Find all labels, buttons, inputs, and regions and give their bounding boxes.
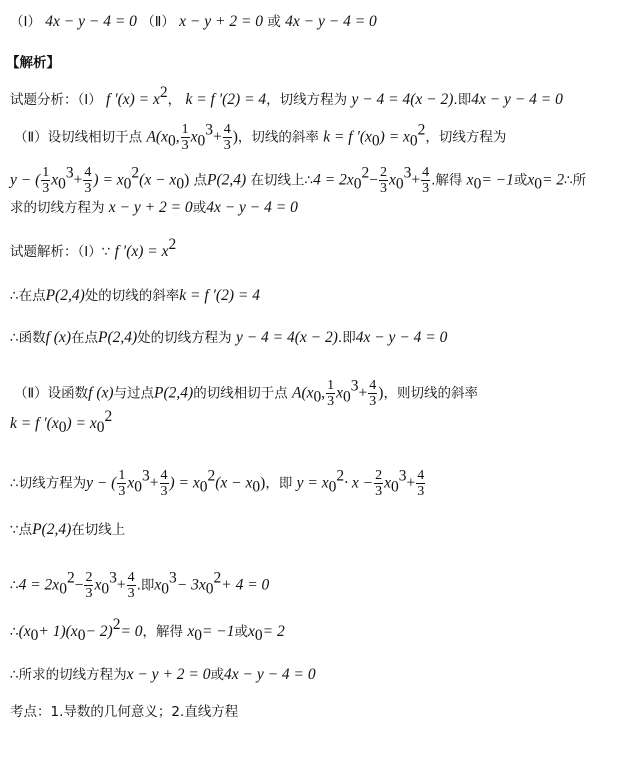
slope-def: k = f ′(x bbox=[10, 415, 59, 432]
period: . bbox=[453, 92, 458, 108]
paren: ) bbox=[232, 128, 238, 146]
var: x bbox=[248, 623, 255, 640]
numerator: 1 bbox=[42, 165, 50, 180]
analysis-label: 试题分析：（Ⅰ） bbox=[10, 92, 102, 108]
eq: y − ( bbox=[86, 474, 117, 492]
denominator: 3 bbox=[369, 394, 377, 409]
denominator: 3 bbox=[417, 484, 425, 499]
text: 解得 bbox=[435, 172, 463, 189]
or-text: 或 bbox=[267, 14, 281, 30]
subscript: 0 bbox=[473, 175, 482, 193]
var: x bbox=[187, 623, 195, 640]
op: + bbox=[406, 474, 416, 492]
eq: k = f ′(2) = 4 bbox=[179, 287, 260, 304]
point-p: P(2,4) bbox=[32, 521, 72, 538]
text: 处的切线方程为 bbox=[137, 330, 232, 346]
text: 切线方程为 bbox=[279, 92, 348, 108]
exponent: 2 bbox=[417, 121, 426, 139]
derivative-eq: f ′(x) = x bbox=[106, 91, 160, 108]
text: ∵点 bbox=[10, 522, 33, 538]
exponent: 3 bbox=[398, 467, 407, 485]
subscript: 0 bbox=[199, 478, 208, 496]
fraction bbox=[421, 165, 430, 196]
text: 在切线上 bbox=[71, 522, 126, 538]
numerator: 1 bbox=[327, 378, 335, 393]
text: （Ⅱ）设切线相切于点 bbox=[14, 129, 143, 146]
denominator: 3 bbox=[85, 586, 93, 601]
exponent: 3 bbox=[109, 569, 117, 587]
text: 解得 bbox=[156, 624, 184, 640]
subscript: 0 bbox=[409, 132, 418, 150]
point-a: A(x bbox=[292, 384, 314, 402]
var: x bbox=[51, 171, 59, 189]
text: ∴ bbox=[10, 577, 19, 594]
comma: ， bbox=[266, 92, 280, 108]
part2-label: （Ⅱ） bbox=[141, 14, 175, 30]
eq: y − 4 = 4(x − 2) bbox=[235, 329, 338, 346]
root: = −1 bbox=[481, 171, 514, 189]
exponent: 3 bbox=[169, 569, 177, 587]
point-a: A(x bbox=[146, 128, 168, 146]
period: . bbox=[431, 172, 436, 189]
subscript: 0 bbox=[328, 478, 337, 496]
solution-line-2 bbox=[10, 286, 260, 306]
fraction bbox=[223, 122, 232, 153]
subscript: 0 bbox=[176, 175, 185, 193]
text: 即 bbox=[457, 92, 472, 108]
subscript: 0 bbox=[371, 132, 380, 150]
solution-line-9 bbox=[10, 616, 285, 644]
solution-line-3 bbox=[10, 328, 447, 348]
exponent: 3 bbox=[205, 121, 213, 139]
result-eq: 4x − y − 4 = 0 bbox=[471, 91, 563, 108]
subscript: 0 bbox=[205, 580, 214, 598]
eq: + 4 = 0 bbox=[221, 576, 270, 594]
exponent: 2 bbox=[336, 467, 345, 485]
function: f (x) bbox=[45, 329, 71, 346]
op: + bbox=[411, 171, 421, 189]
var: x bbox=[388, 171, 396, 189]
paren: ) bbox=[260, 474, 266, 492]
comma: ， bbox=[265, 475, 279, 492]
eq: f ′(x) = x bbox=[114, 243, 169, 260]
denominator: 3 bbox=[181, 138, 189, 153]
text: ∴所求的切线方程为 bbox=[10, 667, 127, 683]
eq: y = x bbox=[296, 474, 329, 492]
exponent: 2 bbox=[361, 164, 370, 182]
exponent: 2 bbox=[112, 616, 121, 633]
point-p: P(2,4) bbox=[207, 171, 247, 189]
subscript: 0 bbox=[353, 175, 362, 193]
var: x bbox=[190, 128, 198, 146]
answer-line bbox=[10, 12, 377, 32]
subscript: 0 bbox=[197, 132, 206, 150]
subscript: 0 bbox=[30, 627, 39, 644]
tangent-eq: y − 4 = 4(x − 2) bbox=[351, 91, 454, 108]
text: ∴在点 bbox=[10, 288, 46, 304]
eq: (x − x bbox=[215, 474, 253, 492]
exponent: 2 bbox=[168, 236, 177, 253]
solution-line-6 bbox=[10, 468, 426, 499]
subscript: 0 bbox=[252, 478, 261, 496]
comma: ， bbox=[237, 129, 252, 146]
text: 则切线的斜率 bbox=[396, 385, 478, 402]
denominator: 3 bbox=[118, 484, 126, 499]
point-p: P(2,4) bbox=[45, 287, 85, 304]
solution-line-4: （Ⅱ）设函数f (x)与过点P(2,4)的切线相切于点 $A(x_0$, $\frac{1}{3}$ $x_0^3+$ $\frac{4}{3}$ )，则切线的斜率 bbox=[14, 377, 478, 409]
numerator: 1 bbox=[118, 468, 126, 483]
exponent: 2 bbox=[159, 84, 168, 101]
fraction bbox=[416, 468, 425, 499]
solution-line-10 bbox=[10, 665, 316, 685]
numerator: 2 bbox=[375, 468, 383, 483]
point-p: P(2,4) bbox=[154, 384, 194, 402]
comma: ， bbox=[142, 624, 157, 640]
exponent: 2 bbox=[207, 467, 216, 485]
var: x bbox=[154, 576, 162, 594]
denominator: 3 bbox=[422, 181, 430, 196]
denominator: 3 bbox=[42, 181, 50, 196]
text: 处的切线的斜率 bbox=[84, 288, 180, 304]
numerator: 1 bbox=[181, 122, 189, 137]
paren: ) bbox=[184, 171, 190, 189]
eq: (x bbox=[18, 623, 31, 640]
eq: − 2) bbox=[85, 623, 113, 640]
fraction bbox=[181, 122, 190, 153]
eq: 4 = 2x bbox=[313, 171, 354, 189]
comma: ， bbox=[167, 92, 182, 108]
subscript: 0 bbox=[123, 175, 132, 193]
fraction bbox=[83, 165, 92, 196]
or-text: 或 bbox=[210, 667, 224, 683]
var: x bbox=[466, 171, 474, 189]
fraction bbox=[374, 468, 383, 499]
eq: x − y + 2 = 0 bbox=[126, 666, 211, 683]
text: 与过点 bbox=[113, 385, 155, 402]
exponent: 2 bbox=[104, 408, 113, 425]
or-text: 或 bbox=[513, 172, 528, 189]
analysis-line-1 bbox=[10, 84, 563, 110]
op: − bbox=[369, 171, 378, 189]
subscript: 0 bbox=[101, 580, 110, 598]
fraction bbox=[326, 378, 335, 409]
op: + bbox=[149, 474, 159, 492]
solution-line-1 bbox=[10, 236, 177, 262]
eq: (x − x bbox=[139, 171, 177, 189]
eq: 4x − y − 4 = 0 bbox=[355, 329, 448, 346]
denominator: 3 bbox=[379, 181, 387, 196]
analysis-line-3 bbox=[10, 165, 586, 196]
subscript: 0 bbox=[77, 627, 86, 644]
numerator: 4 bbox=[160, 468, 168, 483]
var: x bbox=[94, 576, 102, 594]
subscript: 0 bbox=[58, 175, 66, 193]
text: ∴函数 bbox=[10, 330, 46, 346]
eq: ) = x bbox=[93, 171, 124, 189]
jiexi-heading: 【解析】 bbox=[6, 55, 60, 71]
var: x bbox=[527, 171, 535, 189]
numerator: 4 bbox=[369, 378, 377, 393]
subscript: 0 bbox=[161, 580, 170, 598]
root: = 2 bbox=[542, 171, 565, 189]
kaodian-line bbox=[10, 702, 238, 722]
exponent: 2 bbox=[213, 569, 222, 587]
numerator: 4 bbox=[84, 165, 92, 180]
eq: = 0 bbox=[120, 623, 143, 640]
root: = 2 bbox=[262, 623, 285, 640]
text: 在切线上∴ bbox=[250, 172, 314, 189]
fraction bbox=[160, 468, 169, 499]
part1-answer: 4x − y − 4 = 0 bbox=[45, 13, 137, 30]
subscript: 0 bbox=[534, 175, 542, 193]
numerator: 4 bbox=[422, 165, 430, 180]
function: f (x) bbox=[88, 384, 114, 402]
text: 点 bbox=[193, 172, 208, 189]
subscript: 0 bbox=[134, 478, 142, 496]
analysis-line-4 bbox=[10, 198, 298, 218]
exponent: 3 bbox=[350, 377, 359, 395]
subscript: 0 bbox=[96, 419, 105, 436]
comma: ， bbox=[383, 385, 397, 402]
eq: − 3x bbox=[176, 576, 206, 594]
text: 即 bbox=[342, 330, 356, 346]
exponent: 3 bbox=[65, 164, 74, 182]
solution-line-5 bbox=[10, 408, 113, 436]
fraction bbox=[41, 165, 50, 196]
exponent: 3 bbox=[403, 164, 412, 182]
solution-line-8 bbox=[10, 570, 269, 601]
eq: x − y + 2 = 0 bbox=[108, 199, 193, 216]
op: + bbox=[212, 128, 222, 146]
exponent: 2 bbox=[66, 569, 75, 587]
fraction bbox=[84, 570, 93, 601]
op: + bbox=[73, 171, 83, 189]
period: . bbox=[337, 330, 343, 346]
exponent: 2 bbox=[131, 164, 140, 182]
subscript: 0 bbox=[59, 580, 67, 598]
fraction bbox=[379, 165, 388, 196]
eq: 4x − y − 4 = 0 bbox=[206, 199, 298, 216]
or-text: 或 bbox=[234, 624, 249, 640]
eq: · x − bbox=[344, 474, 374, 492]
numerator: 4 bbox=[223, 122, 231, 137]
denominator: 3 bbox=[327, 394, 335, 409]
subscript: 0 bbox=[58, 419, 67, 436]
slope-eq: k = f ′(2) = 4 bbox=[185, 91, 267, 108]
denominator: 3 bbox=[375, 484, 383, 499]
slope-def: k = f ′(x bbox=[323, 128, 372, 146]
subscript: 0 bbox=[395, 175, 404, 193]
root: = −1 bbox=[201, 623, 235, 640]
var: x bbox=[336, 384, 344, 402]
fraction bbox=[368, 378, 377, 409]
numerator: 4 bbox=[417, 468, 425, 483]
denominator: 3 bbox=[84, 181, 92, 196]
text: 在点 bbox=[70, 330, 98, 346]
solution-line-7 bbox=[10, 520, 125, 540]
subscript: 0 bbox=[390, 478, 399, 496]
eq: 4x − y − 4 = 0 bbox=[223, 666, 316, 683]
op: + bbox=[116, 576, 126, 594]
numerator: 2 bbox=[85, 570, 93, 585]
fraction bbox=[127, 570, 136, 601]
paren: ) bbox=[378, 384, 384, 402]
period: . bbox=[136, 577, 141, 594]
text: 的切线相切于点 bbox=[193, 385, 288, 402]
op: − bbox=[74, 576, 84, 594]
denominator: 3 bbox=[127, 586, 135, 601]
denominator: 3 bbox=[160, 484, 168, 499]
analysis-line-2: （Ⅱ）设切线相切于点 $A(x_0$, $\frac{1}{3}$ $x_0^3+$ $\frac{4}{3}$ )，切线的斜率 k = f $'(x_0) = x_0^2$，切线方程为 bbox=[14, 121, 507, 153]
text: ∴所 bbox=[564, 172, 587, 189]
numerator: 2 bbox=[379, 165, 387, 180]
part1-label: （Ⅰ） bbox=[10, 14, 41, 30]
denominator: 3 bbox=[223, 138, 231, 153]
exponent: 3 bbox=[142, 467, 150, 485]
subscript: 0 bbox=[343, 388, 351, 406]
text: 即 bbox=[278, 475, 293, 492]
text: 求的切线方程为 bbox=[10, 200, 105, 216]
text: 切线的斜率 bbox=[251, 129, 319, 146]
eq: ) = x bbox=[169, 474, 200, 492]
op: + bbox=[358, 384, 368, 402]
part2-answer-2: 4x − y − 4 = 0 bbox=[285, 13, 377, 30]
subscript: 0 bbox=[254, 627, 263, 644]
subscript: 0 bbox=[194, 627, 202, 644]
fraction bbox=[117, 468, 126, 499]
text: 即 bbox=[140, 577, 155, 594]
kaodian-items: 1.导数的几何意义；2.直线方程 bbox=[50, 704, 239, 720]
subscript: 0 bbox=[313, 388, 322, 406]
subscript: 0 bbox=[167, 132, 176, 150]
text: ∴ bbox=[10, 624, 19, 640]
text: ∴切线方程为 bbox=[10, 475, 87, 492]
solution-label: 试题解析：（Ⅰ）∵ bbox=[10, 244, 111, 260]
var: x bbox=[127, 474, 135, 492]
part2-answer-1: x − y + 2 = 0 bbox=[179, 13, 264, 30]
or-text: 或 bbox=[192, 200, 207, 216]
text: 切线方程为 bbox=[438, 129, 507, 146]
comma: ， bbox=[425, 129, 439, 146]
point-p: P(2,4) bbox=[97, 329, 138, 346]
eq: + 1)(x bbox=[38, 623, 78, 640]
text: （Ⅱ）设函数 bbox=[14, 385, 89, 402]
eq: ) = x bbox=[379, 128, 410, 146]
kaodian-label: 考点： bbox=[10, 704, 51, 720]
eq: 4 = 2x bbox=[18, 576, 60, 594]
eq: y − ( bbox=[10, 171, 41, 189]
numerator: 4 bbox=[127, 570, 135, 585]
eq: ) = x bbox=[66, 415, 97, 432]
var: x bbox=[384, 474, 391, 492]
